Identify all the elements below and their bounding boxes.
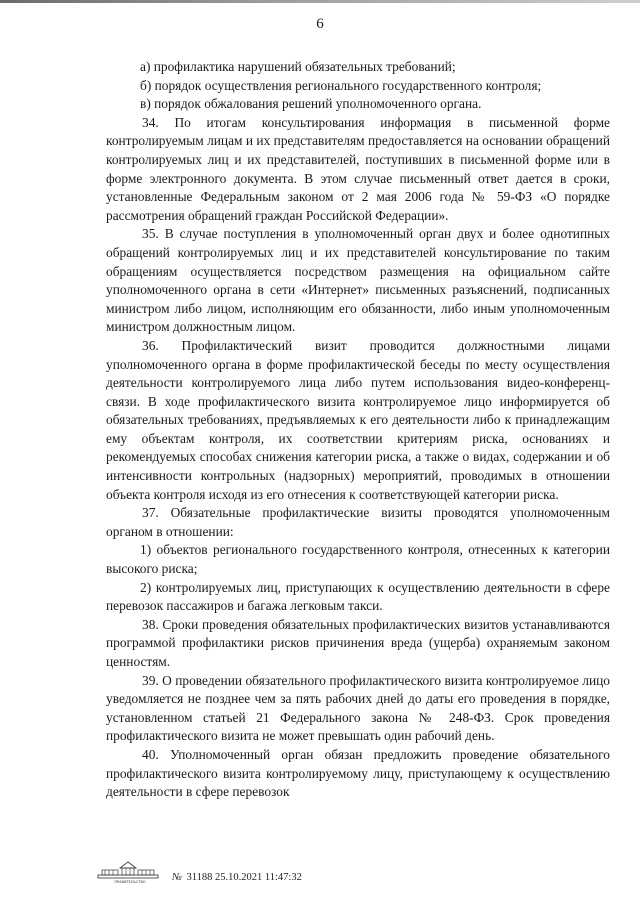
list-item-37-1: 1) объектов регионального государственного контроля, отнесенных к категории высокого риска;: [106, 542, 610, 577]
paragraph-40: 40. Уполномоченный орган обязан предложить проведение обязательного профилактического визита контролируемому лицу, приступающему к осуществлению деятельности в сфере перевозок: [106, 746, 610, 800]
list-item-b: б) порядок осуществления регионального государственного контроля;: [140, 77, 542, 93]
registration-info: 31188 25.10.2021 11:47:32: [186, 872, 302, 883]
page-number: 6: [316, 16, 324, 32]
list-item-c: в) порядок обжалования решений уполномоченного органа.: [140, 96, 482, 112]
registration-line: [172, 872, 302, 883]
paragraph-36: 36. Профилактический визит проводится должностными лицами уполномоченного органа в форме профилактической беседы по месту осуществления деятельности контролируемого лица либо путем использования видео-конференц-связи. В ходе профилактического визита контролируемое лицо информируется об обязательных требованиях, предъявляемых к его деятельности либо к принадлежащим ему объектам контроля, их соответствии критериям риска, основаниях и рекомендуемых способах снижения категории риска, а также о видах, содержании и об интенсивности контрольных (надзорных) мероприятий, проводимых в отношении объекта контроля исходя из его отнесения к соответствующей категории риска.: [106, 337, 610, 502]
registration-mark: №: [172, 872, 182, 883]
paragraph-37: 37. Обязательные профилактические визиты проводятся уполномоченным органом в отношении:: [106, 505, 610, 539]
stamp-label: ПРАВИТЕЛЬСТВО: [114, 880, 146, 884]
list-item-37-2: 2) контролируемых лиц, приступающих к осуществлению деятельности в сфере перевозок пассажиров и багажа легковым такси.: [106, 579, 610, 614]
paragraph-35: 35. В случае поступления в уполномоченный орган двух и более однотипных обращений контролируемых лиц и их представителей консультирование по таким обращениям осуществляется посредством размещения на официальном сайте уполномоченного органа в сети «Интернет» письменных разъяснений, подписанных министром либо лицом, исполняющим его обязанности, либо иным уполномоченным министром должностным лицом.: [106, 226, 610, 335]
document-footer: [96, 858, 396, 898]
scan-top-edge: [0, 0, 640, 3]
paragraph-34: 34. По итогам консультирования информация в письменной форме контролируемым лицам и их представителям предоставляется на основании обращений контролируемых лиц и их представителей, поступивших в письменной форме или в форме электронного документа. В этом случае письменный ответ дается в сроки, установленные Федеральным законом от 2 мая 2006 года № 59-ФЗ «О порядке рассмотрения обращений граждан Российской Федерации».: [106, 114, 610, 223]
document-body: [106, 58, 610, 802]
paragraph-38: 38. Сроки проведения обязательных профилактических визитов устанавливаются программой профилактики рисков причинения вреда (ущерба) охраняемым законом ценностям.: [106, 616, 610, 669]
paragraph-39: 39. О проведении обязательного профилактического визита контролируемое лицо уведомляется не позднее чем за пять рабочих дней до даты его проведения в порядке, установленном статьей 21 Федерального закона № 248-ФЗ. Срок проведения профилактического визита не может превышать один рабочий день.: [106, 672, 610, 744]
list-item-a: а) профилактика нарушений обязательных требований;: [140, 59, 456, 74]
